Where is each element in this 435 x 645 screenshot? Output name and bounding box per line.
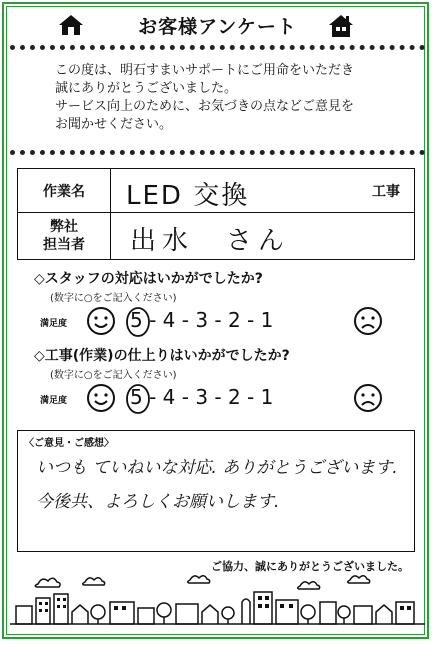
staff-label-line2: 担当者 <box>43 237 85 253</box>
comment-line: いつも ていねいな対応. ありがとうございます. <box>36 458 398 478</box>
thanks-text: ご協力、誠にありがとうございました。 <box>211 560 409 573</box>
dotted-divider <box>10 45 425 50</box>
question-work: ◇工事(作業)の仕上りはいかがでしたか? <box>34 348 290 364</box>
work-label-cell <box>18 169 111 212</box>
work-row <box>18 169 414 213</box>
question-staff: ◇スタッフの対応はいかがでしたか? <box>34 271 263 287</box>
header <box>0 8 435 40</box>
work-value[interactable]: LED 交換 <box>126 181 250 211</box>
staff-value[interactable]: 出水 さん <box>130 226 291 256</box>
intro-line: 誠にありがとうございました。 <box>55 81 238 96</box>
staff-label-cell <box>18 212 111 259</box>
comment-label: 〈ご意見・ご感想〉 <box>24 438 114 449</box>
info-table <box>17 168 415 260</box>
intro-line: サービス向上のために、お気づきの点などご意見を <box>55 99 355 114</box>
rating-scale[interactable]: 5 - 4 - 3 - 2 - 1 <box>130 308 274 332</box>
intro-line: お聞かせください。 <box>55 117 173 132</box>
work-suffix: 工事 <box>372 184 400 200</box>
rating-row-work <box>40 379 420 419</box>
satisfaction-label: 満足度 <box>40 396 68 406</box>
comment-line: 今後共、よろしくお願いします. <box>36 492 280 512</box>
staff-row <box>18 212 414 259</box>
smile-icon <box>86 383 116 413</box>
work-label: 作業名 <box>43 184 85 200</box>
staff-label-line1: 弊社 <box>50 219 78 235</box>
satisfaction-label: 満足度 <box>40 319 68 329</box>
question-note: (数字に○をご記入ください) <box>50 370 177 381</box>
dotted-divider <box>10 150 425 155</box>
smile-icon <box>86 306 116 336</box>
city-skyline-icon <box>10 572 425 632</box>
intro-text <box>55 62 395 134</box>
page-title: お客様アンケート <box>138 16 297 38</box>
frown-icon <box>353 383 383 413</box>
rating-row-staff <box>40 302 420 342</box>
question-note: (数字に○をご記入ください) <box>50 293 177 304</box>
frown-icon <box>353 306 383 336</box>
house-icon <box>328 14 354 38</box>
rating-scale[interactable]: 5 - 4 - 3 - 2 - 1 <box>130 385 274 409</box>
comment-box[interactable] <box>17 430 415 552</box>
intro-line: この度は、明石すまいサポートにご用命をいただき <box>55 63 355 78</box>
